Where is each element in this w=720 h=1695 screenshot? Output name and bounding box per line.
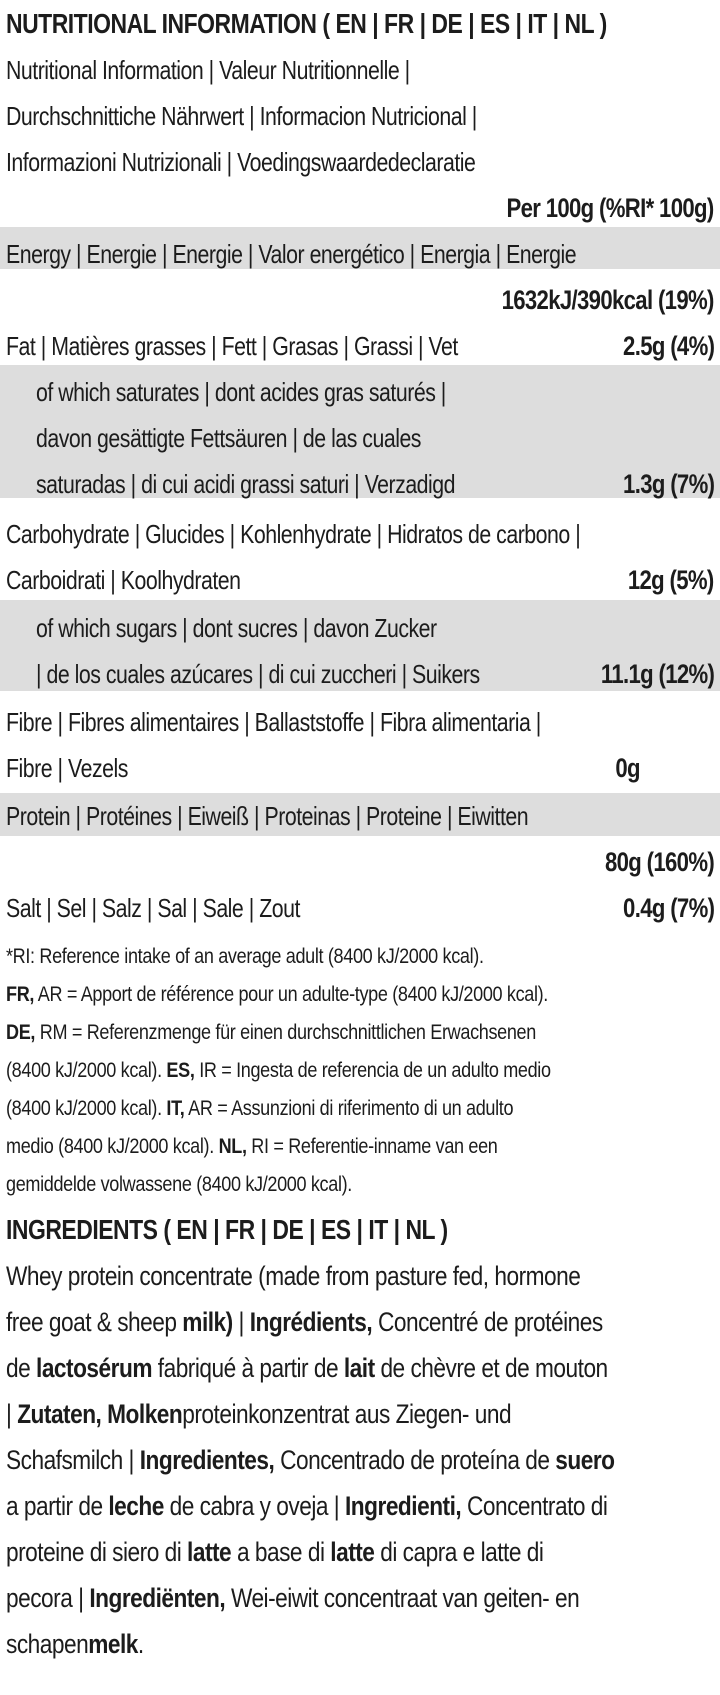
fat-value: 2.5g (4%) (622, 331, 714, 361)
energy-label: Energy | Energie | Energie | Valor energético | Energia | Energie (6, 239, 577, 269)
ri-note-line: DE, RM = Referenzmenge für einen durchschnittlichen Erwachsenen (6, 1021, 536, 1044)
saturates-label: of which saturates | dont acides gras saturés | (36, 377, 446, 407)
saturates-label: davon gesättigte Fettsäuren | de las cuales (36, 423, 421, 453)
salt-value: 0.4g (7%) (622, 893, 714, 923)
protein-label: Protein | Protéines | Eiweiß | Proteinas | Proteine | Eiwitten (6, 801, 529, 831)
ingredients-title: INGREDIENTS ( EN | FR | DE | ES | IT | NL ) (6, 1214, 448, 1245)
fat-label: Fat | Matières grasses | Fett | Grasas | Grassi | Vet (6, 331, 458, 361)
header-line: Nutritional Information | Valeur Nutritionnelle | (6, 55, 410, 85)
sugars-label: of which sugars | dont sucres | davon Zucker (36, 613, 437, 643)
per-100g-label: Per 100g (%RI* 100g) (506, 193, 714, 223)
carbohydrate-label: Carbohydrate | Glucides | Kohlenhydrate | Hidratos de carbono | (6, 519, 581, 549)
fibre-label: Fibre | Fibres alimentaires | Ballaststoffe | Fibra alimentaria | (6, 707, 541, 737)
protein-value: 80g (160%) (604, 847, 714, 877)
ingredients-line: pecora | Ingrediënten, Wei-eiwit concentraat van geiten- en (6, 1583, 580, 1613)
carbohydrate-label: Carboidrati | Koolhydraten (6, 565, 241, 595)
ri-note-line: FR, AR = Apport de référence pour un adulte-type (8400 kJ/2000 kcal). (6, 983, 548, 1006)
fibre-label: Fibre | Vezels (6, 753, 128, 783)
ingredients-line: de lactosérum fabriqué à partir de lait de chèvre et de mouton (6, 1353, 608, 1383)
ingredients-line: proteine di siero di latte a base di latte di capra e latte di (6, 1537, 544, 1567)
energy-value: 1632kJ/390kcal (19%) (501, 285, 714, 315)
fibre-value: 0g (615, 753, 640, 783)
header-line: Informazioni Nutrizionali | Voedingswaardedeclaratie (6, 147, 476, 177)
nutrition-title: NUTRITIONAL INFORMATION ( EN | FR | DE | ES | IT | NL ) (6, 8, 607, 39)
ingredients-line: Whey protein concentrate (made from pasture fed, hormone (6, 1261, 581, 1291)
ingredients-line: schapenmelk. (6, 1629, 144, 1659)
saturates-label: saturadas | di cui acidi grassi saturi | Verzadigd (36, 469, 456, 499)
salt-label: Salt | Sel | Salz | Sal | Sale | Zout (6, 893, 300, 923)
ingredients-line: free goat & sheep milk) | Ingrédients, Concentré de protéines (6, 1307, 603, 1337)
sugars-value: 11.1g (12%) (600, 659, 714, 689)
ri-note-line: (8400 kJ/2000 kcal). ES, IR = Ingesta de referencia de un adulto medio (6, 1059, 551, 1082)
ingredients-line: | Zutaten, Molkenproteinkonzentrat aus Ziegen- und (6, 1399, 512, 1429)
carbohydrate-value: 12g (5%) (628, 565, 714, 595)
ri-note-line: *RI: Reference intake of an average adult (8400 kJ/2000 kcal). (6, 945, 484, 968)
ri-note-line: (8400 kJ/2000 kcal). IT, AR = Assunzioni di riferimento di un adulto (6, 1097, 514, 1120)
ri-note-line: gemiddelde volwassene (8400 kJ/2000 kcal). (6, 1173, 352, 1196)
sugars-label: | de los cuales azúcares | di cui zuccheri | Suikers (36, 659, 480, 689)
ingredients-line: a partir de leche de cabra y oveja | Ingredienti, Concentrato di (6, 1491, 608, 1521)
saturates-value: 1.3g (7%) (622, 469, 714, 499)
header-line: Durchschnittiche Nährwert | Informacion Nutricional | (6, 101, 477, 131)
ingredients-line: Schafsmilch | Ingredientes, Concentrado de proteína de suero (6, 1445, 615, 1475)
ri-note-line: medio (8400 kJ/2000 kcal). NL, RI = Referentie-inname van een (6, 1135, 498, 1158)
